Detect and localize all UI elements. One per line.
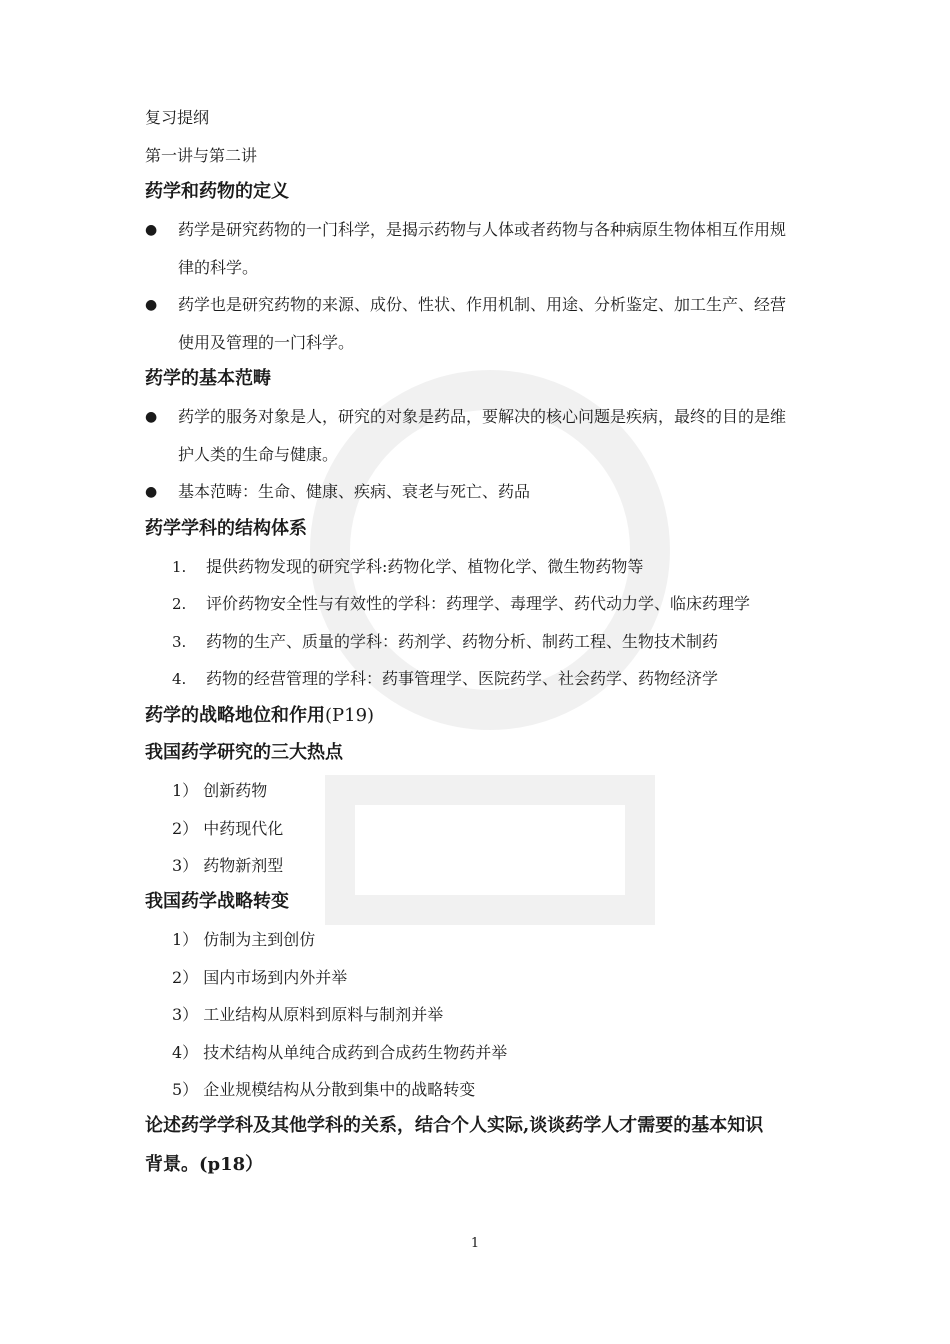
bullet-text: 药学也是研究药物的来源、成份、性状、作用机制、用途、分析鉴定、加工生产、经营 — [178, 295, 787, 314]
bullet-text-cont: 律的科学。 — [178, 258, 259, 277]
list-item: 2） 国内市场到内外并举 — [172, 968, 348, 987]
list-item: 提供药物发现的研究学科:药物化学、植物化学、微生物药物等 — [206, 557, 644, 576]
page-number: 1 — [470, 1236, 480, 1251]
heading-definition: 药学和药物的定义 — [145, 181, 289, 202]
bullet-icon: ● — [145, 409, 158, 425]
list-item: 3） 药物新剂型 — [172, 856, 284, 875]
list-number: 2. — [172, 595, 187, 613]
list-number: 4. — [172, 670, 187, 688]
list-item: 1） 仿制为主到创仿 — [172, 930, 316, 949]
bullet-text: 药学的服务对象是人，研究的对象是药品，要解决的核心问题是疾病，最终的目的是维 — [178, 407, 787, 426]
doc-subtitle: 第一讲与第二讲 — [145, 146, 258, 165]
list-number: 3. — [172, 633, 187, 651]
essay-question-cont: 背景。(p18） — [145, 1154, 264, 1175]
bullet-icon: ● — [145, 222, 158, 238]
heading-basic-scope: 药学的基本范畴 — [145, 368, 271, 389]
bullet-text: 基本范畴：生命、健康、疾病、衰老与死亡、药品 — [178, 482, 531, 501]
list-item: 2） 中药现代化 — [172, 819, 284, 838]
list-item: 4） 技术结构从单纯合成药到合成药生物药并举 — [172, 1043, 508, 1062]
heading-text: 药学的战略地位和作用 — [145, 705, 325, 726]
heading-structure: 药学学科的结构体系 — [145, 518, 307, 539]
page-reference: (P19) — [325, 705, 375, 726]
essay-question: 论述药学学科及其他学科的关系，结合个人实际,谈谈药学人才需要的基本知识 — [145, 1115, 764, 1136]
doc-title: 复习提纲 — [145, 108, 210, 127]
list-item: 3） 工业结构从原料到原料与制剂并举 — [172, 1005, 444, 1024]
list-item: 评价药物安全性与有效性的学科：药理学、毒理学、药代动力学、临床药理学 — [206, 594, 751, 613]
bullet-text: 药学是研究药物的一门科学，是揭示药物与人体或者药物与各种病原生物体相互作用规 — [178, 220, 787, 239]
bullet-text-cont: 护人类的生命与健康。 — [178, 445, 339, 464]
heading-strategic-shift: 我国药学战略转变 — [145, 891, 289, 912]
list-item: 1） 创新药物 — [172, 781, 268, 800]
bullet-text-cont: 使用及管理的一门科学。 — [178, 333, 355, 352]
heading-research-hotspots: 我国药学研究的三大热点 — [145, 742, 343, 763]
list-number: 1. — [172, 558, 187, 576]
list-item: 5） 企业规模结构从分散到集中的战略转变 — [172, 1080, 476, 1099]
list-item: 药物的经营管理的学科：药事管理学、医院药学、社会药学、药物经济学 — [206, 669, 719, 688]
bullet-icon: ● — [145, 297, 158, 313]
bullet-icon: ● — [145, 484, 158, 500]
heading-strategic-position — [145, 705, 374, 727]
list-item: 药物的生产、质量的学科：药剂学、药物分析、制药工程、生物技术制药 — [206, 632, 719, 651]
